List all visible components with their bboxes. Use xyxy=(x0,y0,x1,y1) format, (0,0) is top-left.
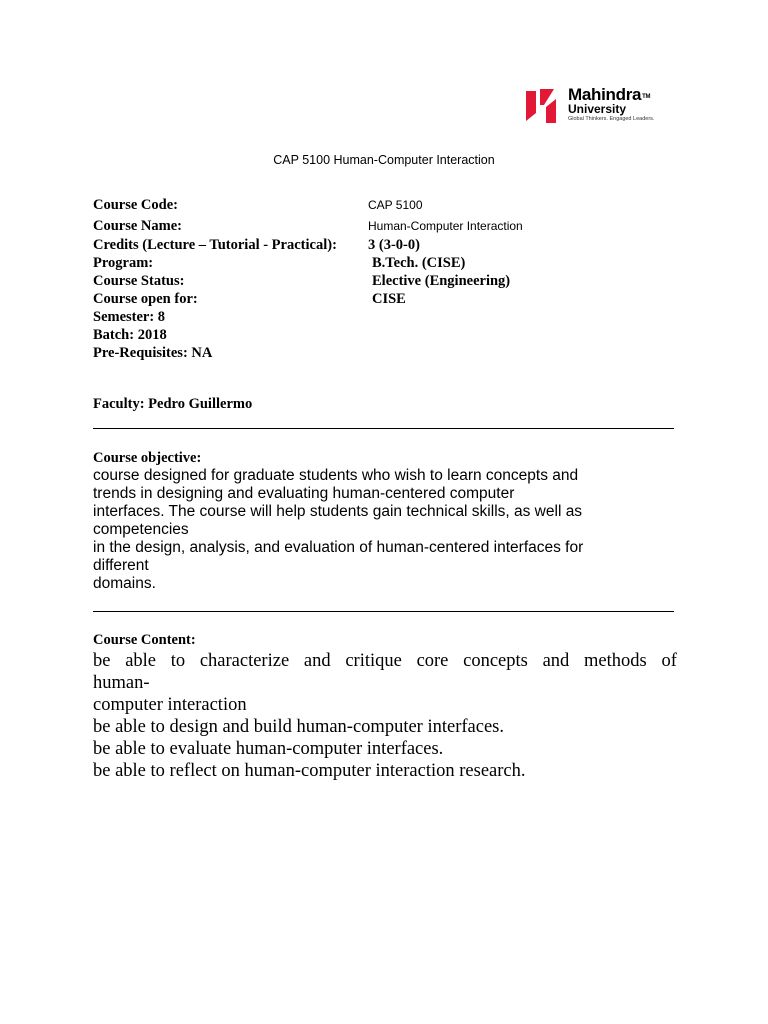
content-text xyxy=(93,650,677,782)
content-word: characterize xyxy=(199,651,290,671)
document-title: CAP 5100 Human-Computer Interaction xyxy=(273,153,495,167)
credits-value: 3 (3-0-0) xyxy=(368,237,420,253)
course-status-row xyxy=(93,272,693,290)
objective-line: in the design, analysis, and evaluation of human-centered interfaces for xyxy=(93,539,584,556)
content-word: able xyxy=(125,651,156,671)
semester-label: Semester: 8 xyxy=(93,309,166,325)
content-word: be xyxy=(93,651,111,671)
objective-line: interfaces. The course will help students gain technical skills, as well as xyxy=(93,503,583,520)
objective-line: domains. xyxy=(93,575,156,592)
objective-line: competencies xyxy=(93,521,189,538)
section-divider xyxy=(93,611,674,612)
semester-row xyxy=(93,308,693,326)
university-logo xyxy=(524,86,684,126)
content-word: to xyxy=(170,651,186,671)
content-word: concepts xyxy=(463,651,528,671)
course-code-label: Course Code: xyxy=(93,197,178,213)
content-line: be able to reflect on human-computer interaction research. xyxy=(93,761,526,781)
faculty-line: Faculty: Pedro Guillermo xyxy=(93,396,253,412)
content-line: computer interaction xyxy=(93,695,247,715)
objective-text xyxy=(93,467,653,593)
content-word: of xyxy=(661,651,677,671)
objective-line: trends in designing and evaluating human-centered computer xyxy=(93,485,515,502)
prerequisites-row xyxy=(93,344,693,362)
content-line xyxy=(93,650,677,672)
course-open-for-row xyxy=(93,290,693,308)
content-word: core xyxy=(416,651,449,671)
program-value: B.Tech. (CISE) xyxy=(372,255,466,271)
course-name-value: Human-Computer Interaction xyxy=(368,219,523,233)
course-open-for-label: Course open for: xyxy=(93,291,198,307)
course-status-label: Course Status: xyxy=(93,273,185,289)
credits-label: Credits (Lecture – Tutorial - Practical): xyxy=(93,237,337,253)
program-label: Program: xyxy=(93,255,154,271)
content-heading: Course Content: xyxy=(93,632,196,648)
batch-label: Batch: 2018 xyxy=(93,327,167,343)
content-word: critique xyxy=(345,651,402,671)
program-row xyxy=(93,254,693,272)
course-status-value: Elective (Engineering) xyxy=(372,273,511,289)
course-code-value: CAP 5100 xyxy=(368,198,423,212)
mahindra-logo-mark-icon xyxy=(524,87,560,123)
content-line: be able to evaluate human-computer interfaces. xyxy=(93,739,444,759)
credits-row xyxy=(93,236,693,254)
section-divider xyxy=(93,428,674,429)
objective-line: different xyxy=(93,557,149,574)
logo-subname: University xyxy=(568,102,627,116)
course-name-row xyxy=(93,217,693,235)
course-open-for-value: CISE xyxy=(372,291,406,307)
batch-row xyxy=(93,326,693,344)
course-name-label: Course Name: xyxy=(93,218,182,234)
objective-line: course designed for graduate students who wish to learn concepts and xyxy=(93,467,579,484)
content-word: methods xyxy=(584,651,647,671)
logo-name: Mahindra™ xyxy=(568,85,651,104)
content-word: and xyxy=(542,651,570,671)
course-code-row xyxy=(93,196,693,214)
content-word: and xyxy=(303,651,331,671)
prerequisites-label: Pre-Requisites: NA xyxy=(93,345,213,361)
objective-heading: Course objective: xyxy=(93,450,202,466)
content-line: be able to design and build human-computer interfaces. xyxy=(93,717,504,737)
logo-tagline: Global Thinkers. Engaged Leaders. xyxy=(568,116,655,122)
course-info xyxy=(93,196,693,362)
content-line: human- xyxy=(93,673,150,693)
